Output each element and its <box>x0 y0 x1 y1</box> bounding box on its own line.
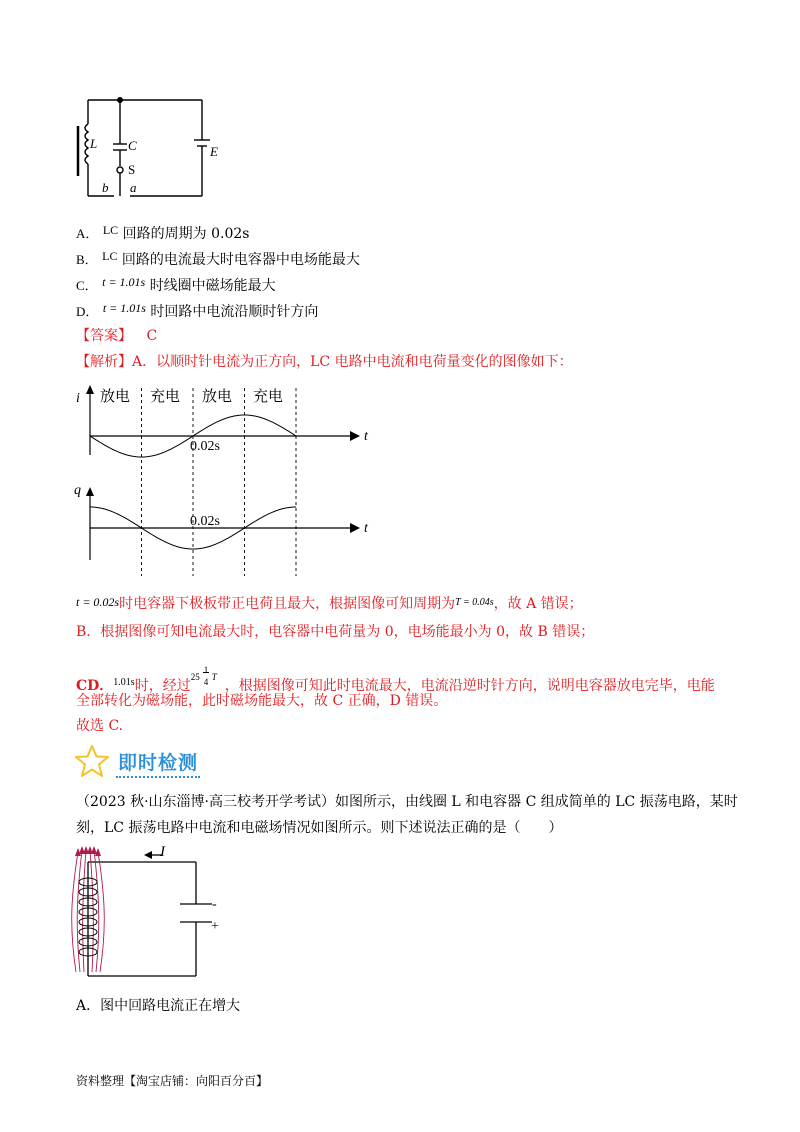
answer-value: C <box>146 328 158 344</box>
explain-text-1a: 时电容器下极板带正电荷且最大，根据图像可知周期为 <box>119 596 456 612</box>
phase-label-1: 放电 <box>100 387 131 405</box>
explain-line-2: B．根据图像可知电流最大时，电容器中电荷量为 0，电场能最小为 0，故 B 错误； <box>76 624 595 640</box>
analysis-line <box>76 352 573 372</box>
t-axis-label-1: t <box>364 429 368 444</box>
phase-label-2: 充电 <box>150 387 181 405</box>
circuit-diagram-2 <box>66 842 226 982</box>
question-option-a: A．图中回路电流正在增大 <box>76 998 241 1014</box>
analysis-text: A．以顺时针电流为正方向，LC 电路中电流和电荷量变化的图像如下： <box>132 354 573 370</box>
circuit-diagram-1 <box>70 92 230 202</box>
option-a-math: LC <box>102 223 119 237</box>
fraction <box>190 662 225 687</box>
option-a-tag: A． <box>76 226 99 241</box>
t-axis-label-2: t <box>364 521 368 536</box>
label-a: a <box>130 180 137 195</box>
current-label: I <box>160 844 165 860</box>
footer-text: 资料整理【淘宝店铺：向阳百分百】 <box>76 1074 269 1088</box>
option-b-text: 回路的电流最大时电容器中电场能最大 <box>121 252 360 268</box>
option-c-tag: C． <box>76 278 98 293</box>
option-a-text: 回路的周期为 0.02s <box>122 226 250 242</box>
option-b-math: LC <box>102 249 118 263</box>
explain-line-5: 故选 C. <box>76 718 124 734</box>
label-C: C <box>128 138 137 153</box>
answer-line <box>76 326 157 346</box>
explain-line-4: 全部转化为磁场能，此时磁场能最大，故 C 正确，D 错误。 <box>76 693 448 709</box>
explain-text-1b: ，故 A 错误； <box>493 596 583 612</box>
section-underline <box>116 776 200 778</box>
i-axis-label: i <box>76 391 80 406</box>
option-c <box>76 272 276 296</box>
label-b: b <box>102 180 109 195</box>
label-E: E <box>210 144 218 159</box>
star-icon <box>74 744 110 778</box>
explain-math-101: 1.01s <box>113 677 135 688</box>
label-L: L <box>90 136 98 151</box>
fraction-int: 25 <box>190 672 200 682</box>
current-charge-graph <box>70 380 390 580</box>
fraction-num: 1 <box>203 665 209 675</box>
minus-label: - <box>212 897 217 912</box>
question-line-1: （2023 秋·山东淄博·高三校考开学考试）如图所示，由线圈 L 和电容器 C 组成简单的 LC 振荡电路，某时 <box>76 794 738 810</box>
option-d-tag: D． <box>76 304 99 319</box>
option-a <box>76 220 249 244</box>
fraction-T: T <box>211 672 217 682</box>
option-c-text: 时线圈中磁场能最大 <box>149 278 276 294</box>
explain-math-T: T = 0.04s <box>455 597 494 608</box>
explain-text-3a: CD． <box>76 678 114 694</box>
label-S: S <box>128 162 136 177</box>
option-c-math: t = 1.01s <box>102 275 146 289</box>
i-mark-label: 0.02s <box>190 439 220 454</box>
fraction-den: 4 <box>203 677 209 687</box>
explain-text-3c: ，根据图像可知此时电流最大，电流沿逆时针方向，说明电容器放电完毕，电能 <box>224 678 715 694</box>
plus-label: + <box>211 919 219 934</box>
answer-label: 【答案】 <box>76 328 132 344</box>
question-line-2: 刻，LC 振荡电路中电流和电磁场情况如图所示。则下述说法正确的是（ ） <box>76 820 563 836</box>
phase-label-4: 充电 <box>253 387 284 405</box>
phase-label-3: 放电 <box>202 387 233 405</box>
analysis-label: 【解析】 <box>76 354 132 370</box>
option-d <box>76 298 318 322</box>
option-d-math: t = 1.01s <box>102 301 146 315</box>
section-title: 即时检测 <box>118 752 199 774</box>
q-axis-label: q <box>74 483 81 498</box>
explain-math-t: t = 0.02s <box>76 595 120 609</box>
option-d-text: 时回路中电流沿顺时针方向 <box>150 304 319 320</box>
option-b <box>76 246 360 270</box>
option-b-tag: B． <box>76 252 98 267</box>
q-mark-label: 0.02s <box>190 514 220 529</box>
explain-line-1 <box>76 592 583 614</box>
explain-text-3b: 时，经过 <box>134 678 191 694</box>
